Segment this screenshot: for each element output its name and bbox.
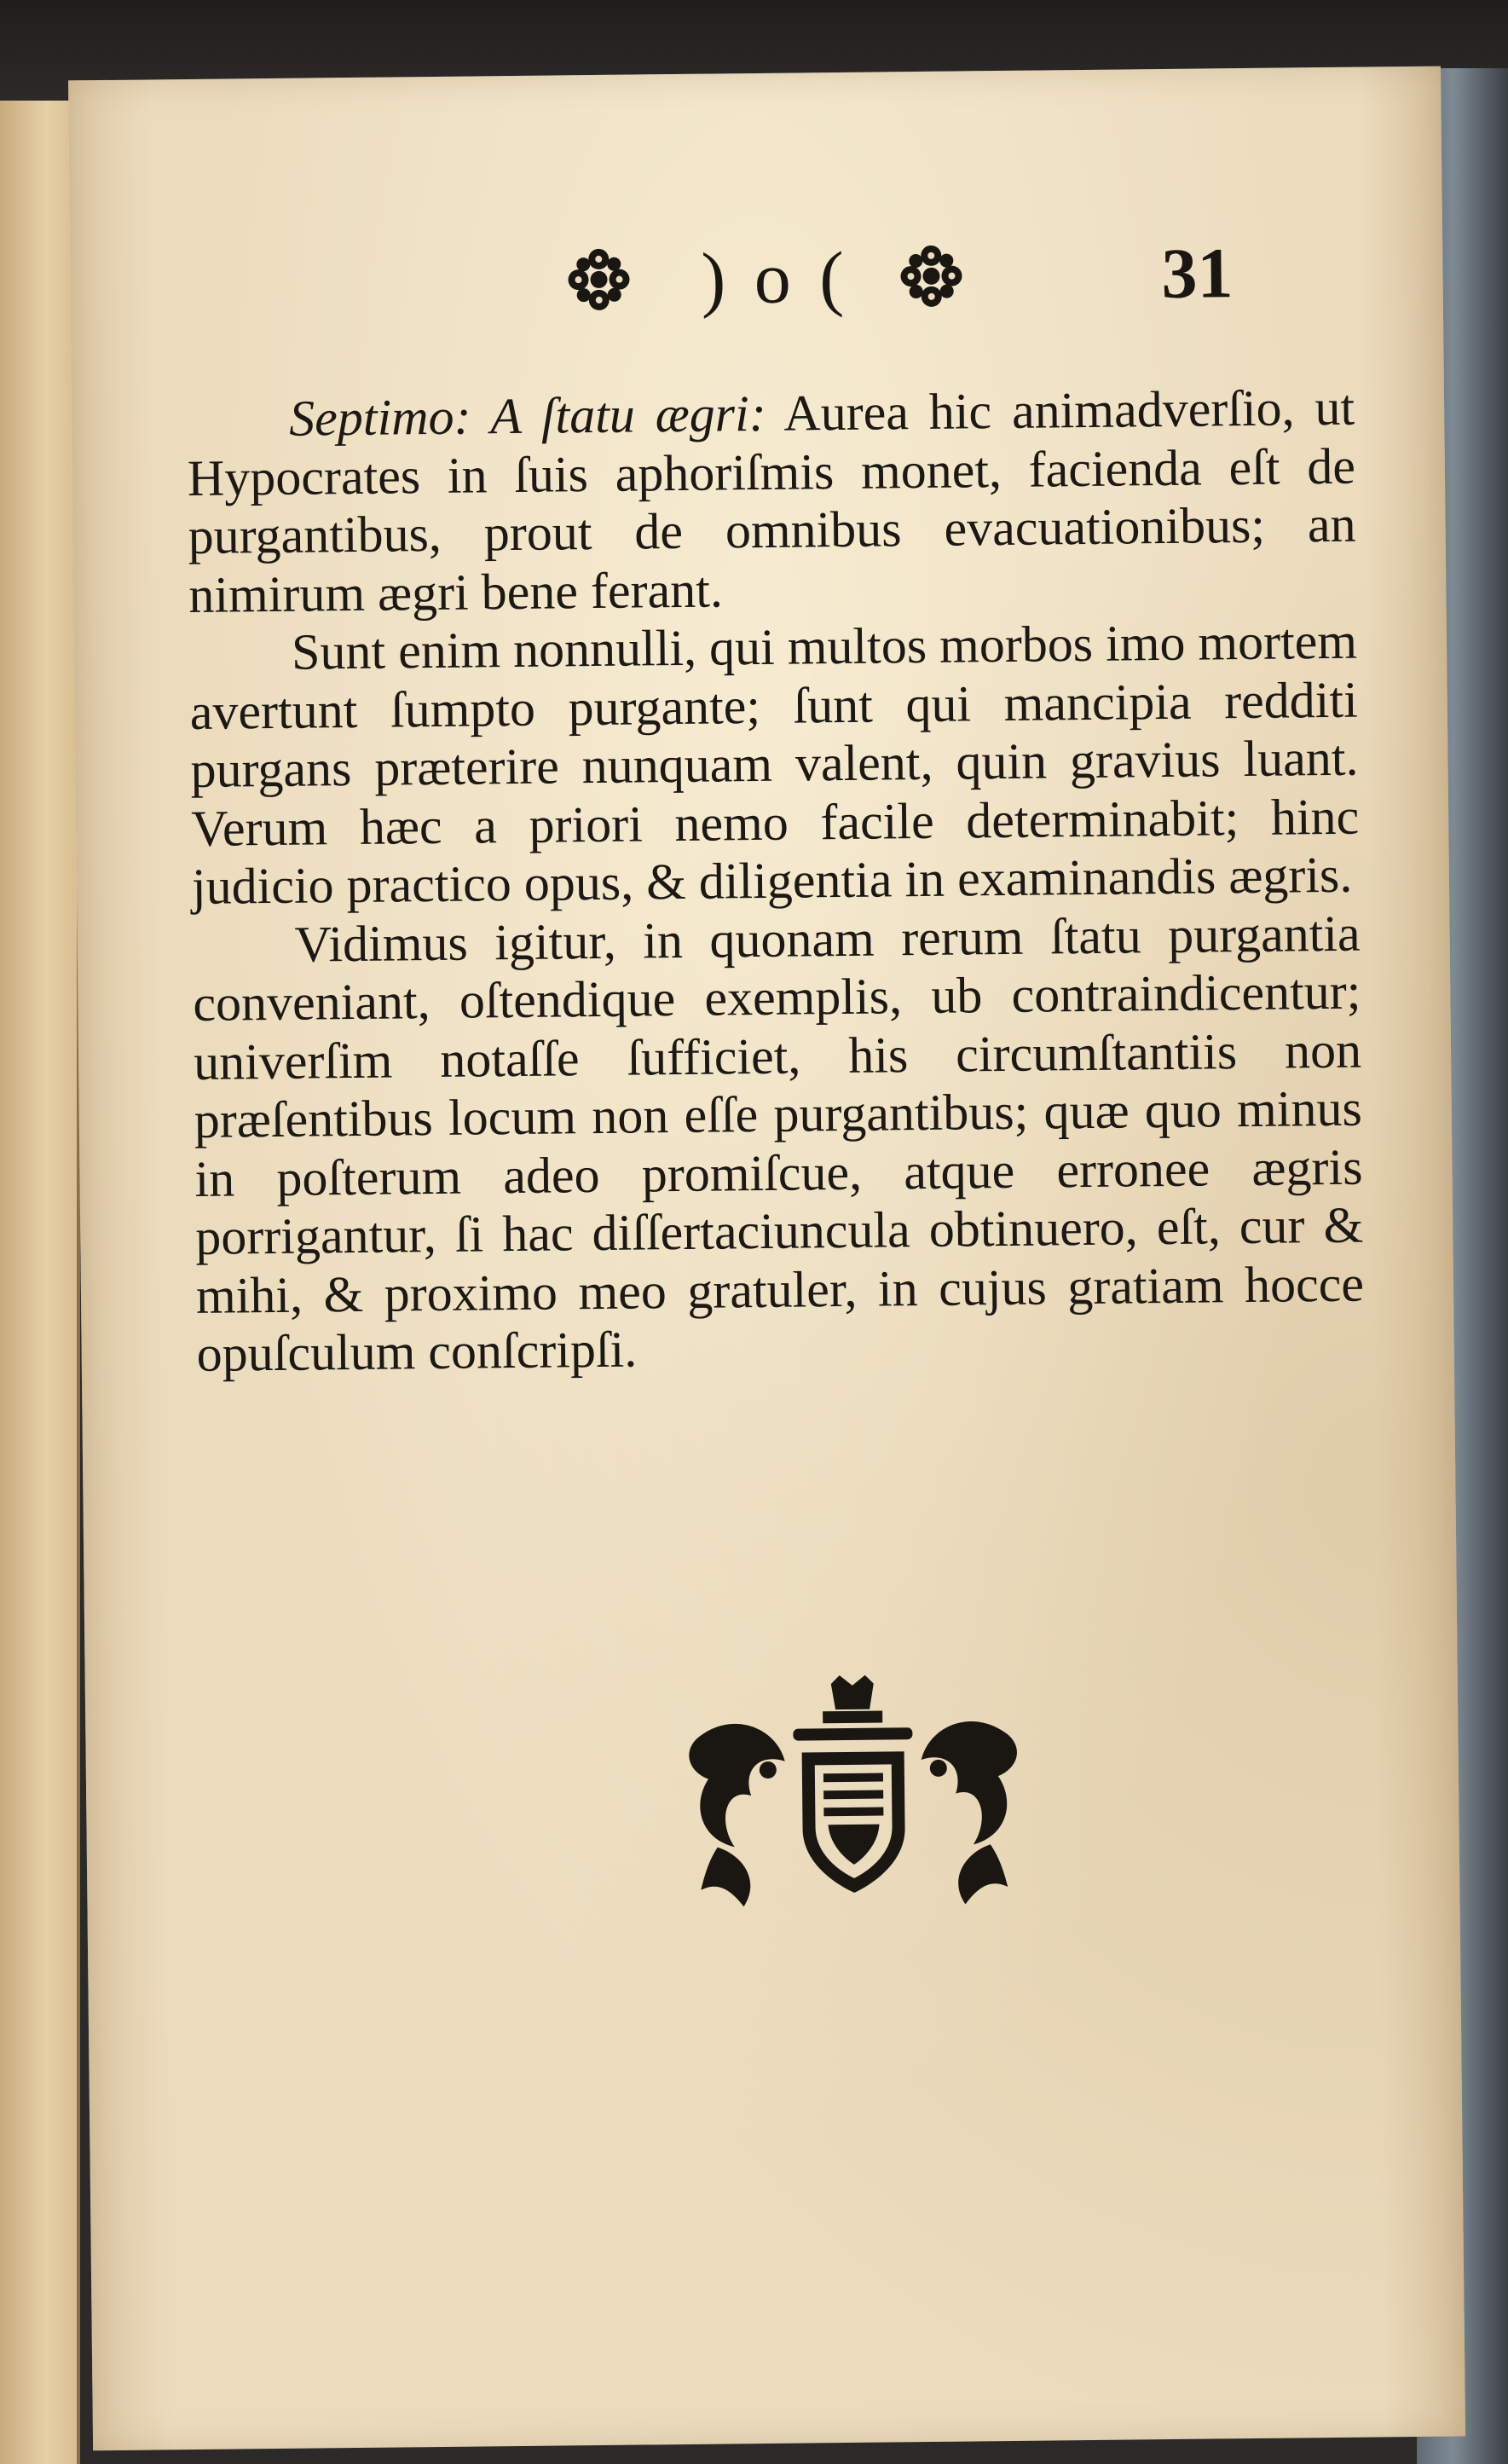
flower-ornament-icon [564, 246, 633, 318]
paragraph-1-text: Aurea hic animadverſio, ut Hypocrates in ſuis aphoriſmis monet, facienda eſt de purgantibus, prout de omnibus evacuationibus; an nimirum ægri bene ferant. [187, 379, 1356, 623]
paragraph-lead: Septimo: A ſtatu ægri: [288, 385, 767, 447]
page-number: 31 [1161, 234, 1234, 315]
header-ornament: ) o ( [701, 235, 850, 320]
flower-ornament-icon [897, 241, 966, 314]
book-page [68, 67, 1465, 2451]
coat-of-arms-icon [682, 1674, 1026, 1916]
main-text [187, 379, 1365, 1384]
running-header [496, 221, 1332, 323]
facing-page-edge [0, 101, 80, 2464]
paragraph-1 [187, 379, 1357, 624]
paragraph-3: Vidimus igitur, in quonam rerum ſtatu purgantia conveniant, oſtendique exemplis, ub contraindicentur; univerſim notaſſe ſufficiet, his circumſtantiis non præſentibus locum non eſſe purgantibus; quæ quo minus in poſterum adeo promiſcue, atque erronee ægris porrigantur, ſi hac diſſertaciuncula obtinuero, eſt, cur & mihi, & proximo meo gratuler, in cujus gratiam hocce opuſculum conſcripſi. [193, 905, 1365, 1382]
paragraph-2: Sunt enim nonnulli, qui multos morbos imo mortem avertunt ſumpto purgante; ſunt qui mancipia redditi purgans præterire nunquam valent, quin gravius luant. Verum hæc a priori nemo facile determinabit; hinc judicio practico opus, & diligentia in examinandis ægris. [189, 612, 1360, 915]
